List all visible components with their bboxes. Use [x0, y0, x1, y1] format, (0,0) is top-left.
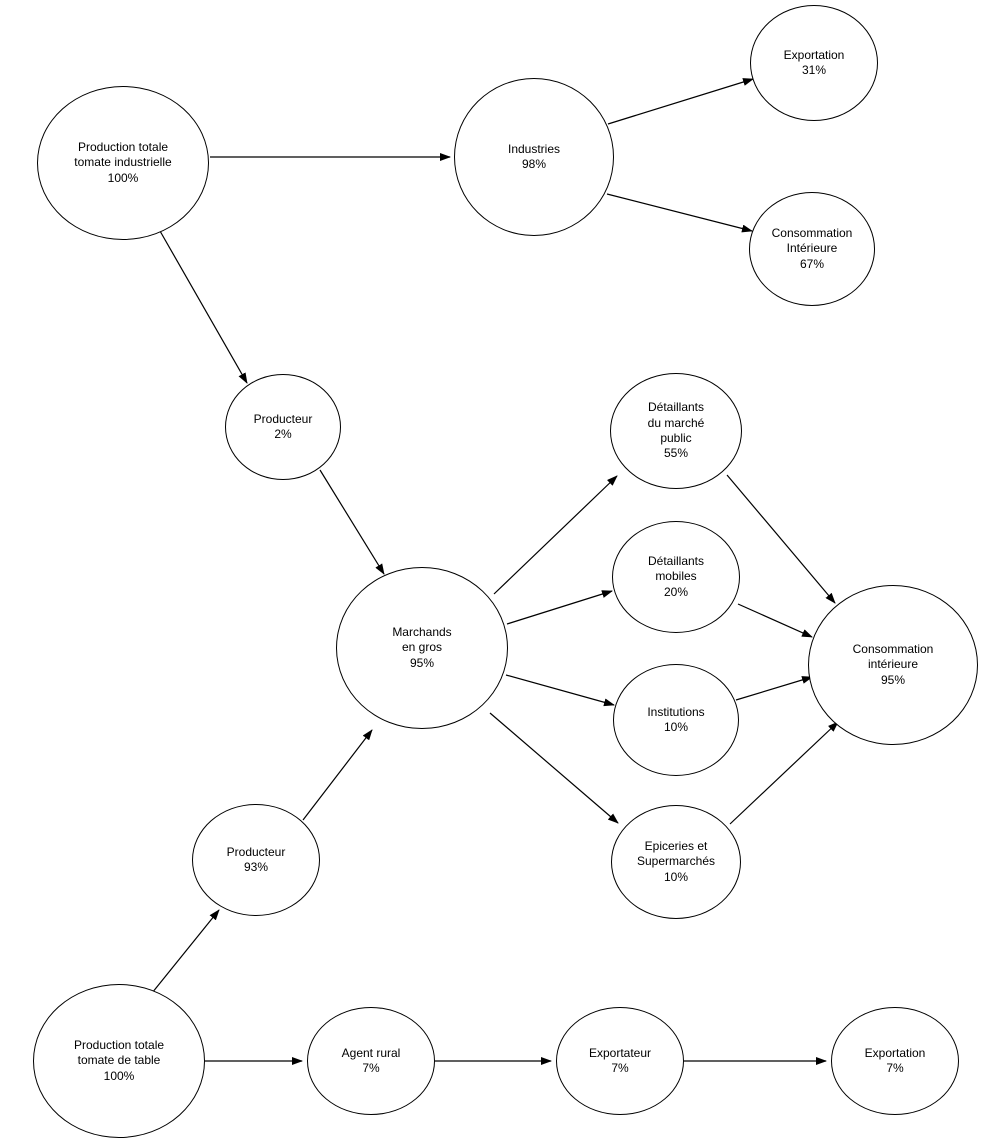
node-detaillants_mobiles[interactable] — [612, 521, 740, 633]
node-label-line: Exportation — [864, 1045, 926, 1060]
edge-detaillants_marche_public-to-consommation_interieure_95 — [727, 475, 835, 603]
node-label-line: mobiles — [655, 569, 697, 584]
node-label-line: Epiceries et — [644, 838, 708, 853]
node-label-line: Production totale — [73, 1037, 165, 1052]
edge-institutions-to-consommation_interieure_95 — [736, 677, 812, 700]
node-agent_rural[interactable] — [307, 1007, 435, 1115]
node-label-line: du marché — [647, 415, 705, 430]
edge-prod_table-to-producteur_93 — [152, 910, 219, 993]
node-detaillants_marche_public[interactable] — [610, 373, 742, 489]
node-producteur_2[interactable] — [225, 374, 341, 480]
edge-producteur_93-to-marchands_en_gros — [303, 730, 372, 820]
node-label-line: public — [660, 431, 692, 445]
node-label-line: 95% — [880, 672, 906, 687]
node-label-line: en gros — [401, 640, 443, 655]
node-label-line: Intérieure — [786, 241, 838, 256]
node-label-line: 20% — [663, 584, 689, 599]
edge-marchands_en_gros-to-epiceries_supermarches — [490, 713, 618, 823]
node-exportation_31[interactable] — [750, 5, 878, 121]
node-label-line: 10% — [663, 720, 689, 734]
node-label-line: 93% — [243, 860, 269, 874]
node-label-line: 7% — [886, 1061, 904, 1075]
edge-marchands_en_gros-to-detaillants_marche_public — [494, 476, 617, 594]
node-label-line: Exportateur — [588, 1045, 652, 1060]
node-label-line: 10% — [663, 869, 689, 884]
edge-epiceries_supermarches-to-consommation_interieure_95 — [730, 722, 838, 824]
node-label-line: 2% — [274, 427, 292, 441]
node-label-line: Exportation — [783, 47, 845, 62]
node-marchands_en_gros[interactable] — [336, 567, 508, 729]
node-label-line: Production totale — [77, 139, 169, 154]
node-label-line: Institutions — [647, 704, 705, 719]
node-label-line: intérieure — [867, 657, 919, 672]
node-label-line: Consommation — [771, 225, 853, 240]
node-label-line: 7% — [362, 1061, 380, 1075]
node-producteur_93[interactable] — [192, 804, 320, 916]
edge-prod_ind-to-producteur_2 — [160, 231, 247, 383]
node-label-line: Consommation — [852, 641, 934, 656]
edge-marchands_en_gros-to-institutions — [506, 675, 614, 705]
node-label-line: Producteur — [226, 844, 286, 859]
node-consommation_interieure_67[interactable] — [749, 192, 875, 306]
edge-marchands_en_gros-to-detaillants_mobiles — [507, 591, 612, 624]
node-label-line: 7% — [611, 1061, 629, 1075]
edge-producteur_2-to-marchands_en_gros — [320, 470, 384, 574]
node-label-line: Producteur — [253, 411, 313, 426]
node-exportation_7[interactable] — [831, 1007, 959, 1115]
node-consommation_interieure_95[interactable] — [808, 585, 978, 745]
node-label-line: 31% — [801, 63, 827, 77]
node-label-line: Supermarchés — [636, 854, 716, 869]
node-label-line: 100% — [103, 1068, 135, 1083]
node-label-line: 95% — [409, 655, 435, 670]
node-exportateur[interactable] — [556, 1007, 684, 1115]
node-institutions[interactable] — [613, 664, 739, 776]
node-label-line: tomate industrielle — [74, 155, 172, 170]
node-prod_ind[interactable] — [37, 86, 209, 240]
node-label-line: tomate de table — [77, 1053, 161, 1068]
node-prod_table[interactable] — [33, 984, 205, 1138]
node-label-line: Détaillants — [647, 553, 705, 568]
edge-detaillants_mobiles-to-consommation_interieure_95 — [738, 604, 812, 637]
node-label-line: Marchands — [392, 624, 452, 639]
node-label-line: Industries — [507, 141, 561, 156]
edge-industries-to-consommation_interieure_67 — [607, 194, 752, 231]
node-label-line: 55% — [663, 446, 689, 461]
node-label-line: 98% — [521, 157, 547, 171]
node-label-line: 67% — [799, 256, 825, 271]
node-label-line: Agent rural — [341, 1045, 401, 1060]
edge-industries-to-exportation_31 — [608, 79, 753, 124]
node-epiceries_supermarches[interactable] — [611, 805, 741, 919]
node-industries[interactable] — [454, 78, 614, 236]
node-label-line: Détaillants — [647, 400, 705, 415]
node-label-line: 100% — [107, 170, 139, 185]
